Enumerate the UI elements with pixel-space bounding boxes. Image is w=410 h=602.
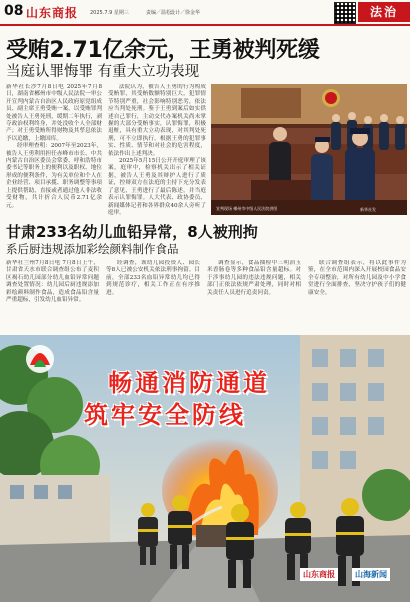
- editor-credit: 责编／温松: [146, 10, 172, 16]
- qr-code-icon[interactable]: [334, 2, 356, 24]
- article2-subheadline: 系后厨违规添加彩绘颜料制作食品: [6, 242, 179, 256]
- article2-headline: 甘肃233名幼儿血铅异常，8人被刑拘: [6, 223, 258, 241]
- article2-column-1: [6, 260, 99, 332]
- article2-paragraph: 调查显示，食品抽检中三明治玉米香肠卷等多种食品铅含量超标。对于涉事幼儿园的违法违规问题，相关部门正依法依规严肃处理，同时对相关责任人员进行追责问责。: [207, 260, 301, 296]
- fire-safety-poster: [0, 335, 410, 602]
- article2-paragraph: 新华社兰州7月8日电 7月8日上午，甘肃省天水市联合调查组公布了麦积区褐石幼儿园部分幼儿血铅异常问题调查处置情况：幼儿园后厨违规添加彩绘颜料制作食品，造成食品铅含量严重超标，引发幼儿血铅异常。: [6, 260, 99, 304]
- article1-body-mid: [108, 84, 206, 218]
- article1-subheadline: 当庭认罪悔罪 有重大立功表现: [6, 64, 200, 80]
- photo-caption: 宣判现场 郴州市中级人民法院供图: [216, 206, 278, 211]
- article1-headline: 受贿2.71亿余元，王勇被判死缓: [6, 38, 320, 63]
- issue-date: 2025.7.9 星期三: [90, 10, 129, 16]
- logo-shandong-shangbao: 山东商报: [300, 568, 338, 581]
- article1-paragraph: 经审理查明：2007年至2023年，被告人王勇利用担任赤峰市市长、中共内蒙古自治区委员会常委、呼和浩特市委书记等职务上的便利以及职权、地位形成的便利条件，为有关单位和个人在企业经营、项目承揽、职务调整等事项上提供帮助，直接或者通过他人非法收受财物，共计折合人民币2.71亿余元。: [6, 143, 102, 209]
- article2-paragraph: 联合调查组表示，将以此事件为鉴，在全市范围内深入开展校园食品安全专项整治，对所有幼儿园及中小学食堂进行全面排查，坚决守护孩子们的健康安全。: [308, 260, 406, 296]
- paper-name: 山东商报: [26, 6, 79, 20]
- section-tag: 法治: [358, 2, 410, 22]
- masthead: [0, 0, 410, 24]
- designer-credit: 设计／徐金华: [170, 10, 201, 16]
- article2-column-3: [207, 260, 301, 332]
- masthead-rule: [0, 24, 410, 26]
- courtroom-illustration: [211, 84, 407, 215]
- article1-paragraph: 2025年5月15日公开开庭审理了该案，庭审中，检察机关出示了相关证据，被告人王勇及其辩护人进行了质证，控辩双方在法庭的主持下充分发表了意见，王勇进行了最后陈述，并当庭表示认罪悔罪。人大代表、政协委员、新闻媒体记者和各界群众40余人旁听了庭审。: [108, 158, 206, 216]
- article2-column-4: [308, 260, 406, 332]
- page-number: 08: [4, 3, 24, 19]
- article2-paragraph: 经调查，该幼儿园投资人、园长等8人已被公安机关依法刑事拘留。目前，全部233名血铅异常幼儿均已得到规范诊疗，相关工作正在有序推进。: [106, 260, 200, 296]
- courtroom-photo: [211, 84, 407, 215]
- article2-column-2: [106, 260, 200, 332]
- poster-title-line2: 筑牢安全防线: [84, 401, 246, 429]
- poster-title-line1: 畅通消防通道: [108, 369, 270, 397]
- article1-body-left: [6, 84, 102, 218]
- photo-credit: 新华社发: [360, 207, 376, 212]
- article1-paragraph: 法院认为，被告人王勇的行为构成受贿罪，其受贿数额特别巨大，犯罪情节特别严重，社会影响特别恶劣，依法应当判处死刑。鉴于王勇到案后如实供述自己罪行，主动交代办案机关尚未掌握的大部分受贿事实，认罪悔罪，积极退赃，具有重大立功表现，对其判处死刑，可不立即执行。根据王勇的犯罪事实、性质、情节和对社会的危害程度，依法作出上述判决。: [108, 84, 206, 157]
- article1-paragraph: 新华社长沙7月8日电 2025年7月8日，湖南省郴州市中级人民法院一审公开宣判内蒙古自治区人民政府原党组成员、副主席王勇受贿一案，以受贿罪判处被告人王勇死刑，缓期二年执行，剥夺政治权利终身，并处没收个人全部财产；对王勇受贿所得财物及其孳息依法予以追缴，上缴国库。: [6, 84, 102, 142]
- logo-shanhai-news: 山海新闻: [352, 568, 390, 581]
